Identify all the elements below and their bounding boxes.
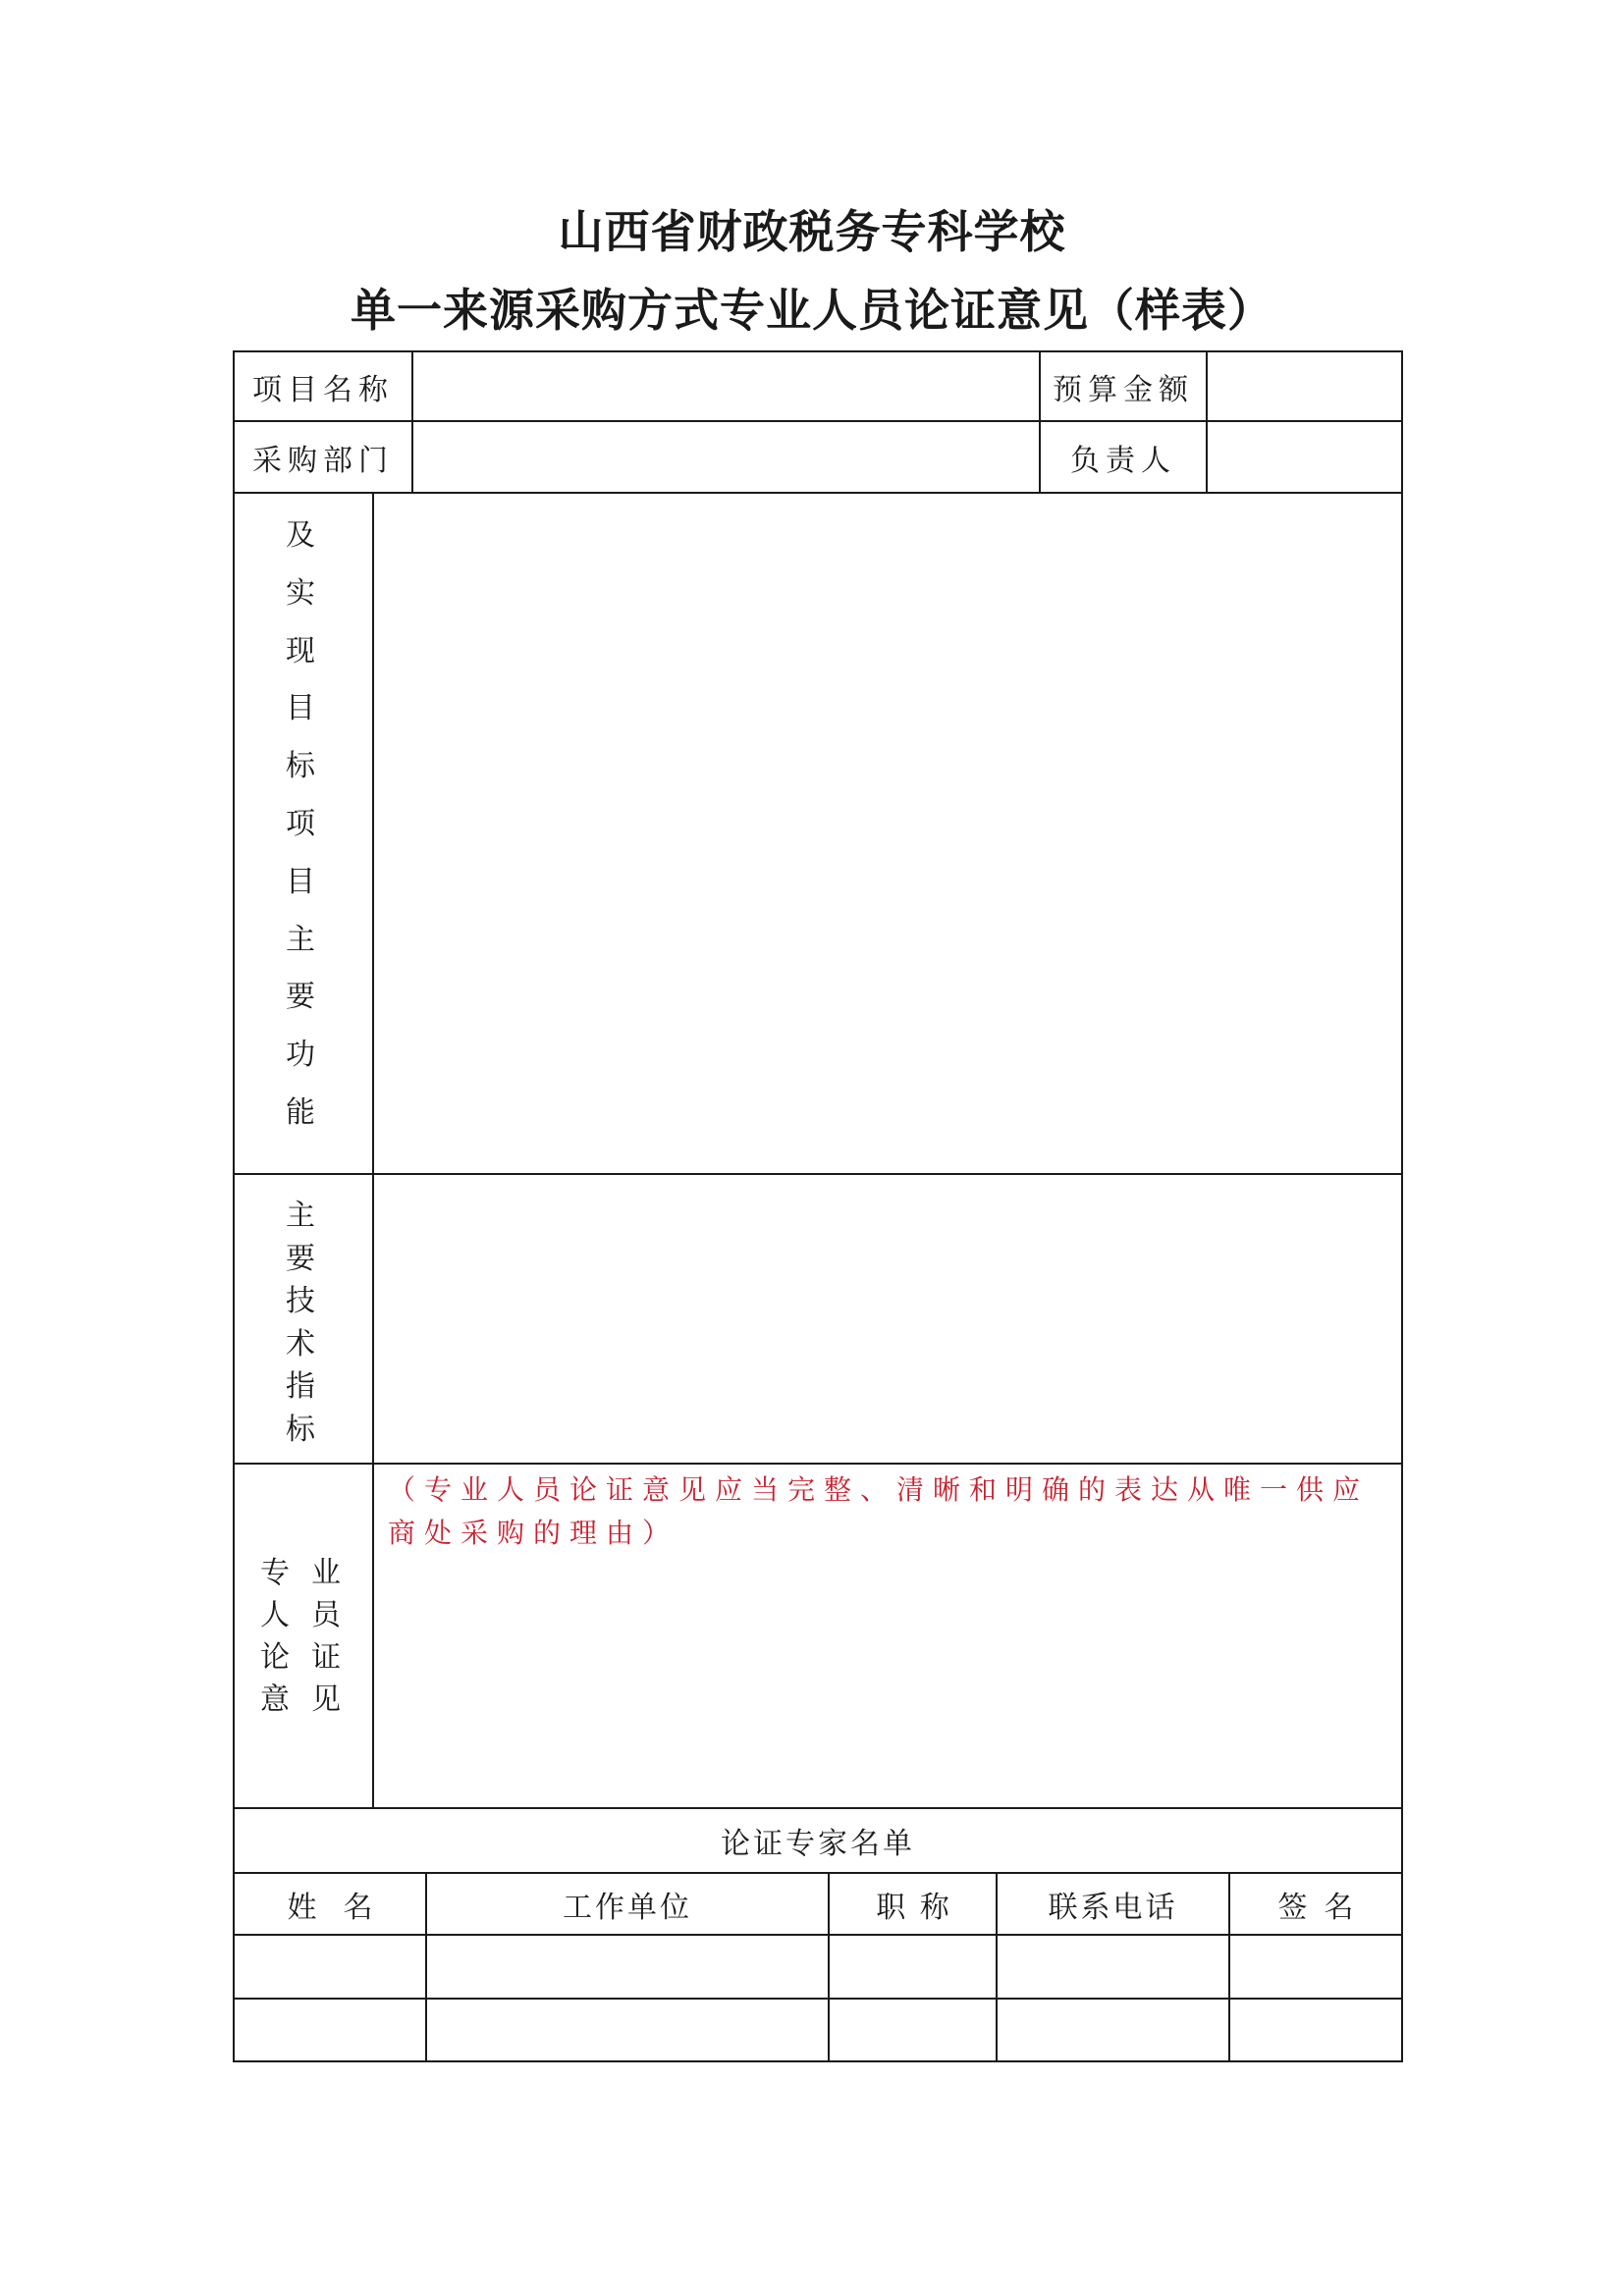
col-name-header — [235, 1874, 427, 1934]
row-project — [233, 350, 1403, 420]
expert-title-field[interactable] — [830, 2000, 998, 2060]
argument-form — [233, 350, 1403, 2062]
opinion-label-char: 意 — [260, 1682, 296, 1717]
functions-label-char: 及 — [286, 518, 321, 553]
expert-sign-field[interactable] — [1230, 1936, 1401, 1998]
opinion-label-char: 员 — [311, 1597, 347, 1632]
functions-label-char: 现 — [286, 633, 321, 668]
expert-name-field[interactable] — [235, 2000, 427, 2060]
tech-label-char: 技 — [286, 1284, 321, 1318]
expert-unit-field[interactable] — [427, 1936, 830, 1998]
tech-field[interactable] — [374, 1175, 1401, 1463]
functions-label-char: 目 — [286, 691, 321, 726]
row-department — [233, 420, 1403, 492]
project-name-label: 项目名称 — [235, 352, 413, 420]
functions-label-char: 项 — [286, 806, 321, 841]
row-opinion — [233, 1463, 1403, 1807]
project-name-field[interactable] — [413, 352, 1041, 420]
opinion-note: （专业人员论证意见应当完整、清晰和明确的表达从唯一供应商处采购的理由） — [388, 1473, 1370, 1549]
functions-label-char: 要 — [286, 980, 321, 1015]
functions-label-char: 功 — [286, 1038, 321, 1073]
col-sign-char: 名 — [1324, 1890, 1354, 1925]
department-label: 采购部门 — [235, 422, 413, 492]
tech-label-char: 标 — [286, 1412, 321, 1447]
expert-phone-field[interactable] — [998, 2000, 1230, 2060]
opinion-label-char: 业 — [311, 1555, 347, 1590]
functions-label-char: 标 — [286, 749, 321, 784]
col-unit-header: 工作单位 — [427, 1874, 830, 1934]
document-title: 山西省财政税务专科学校 — [558, 205, 1066, 258]
functions-label — [235, 494, 374, 1173]
tech-label-char: 要 — [286, 1241, 321, 1276]
expert-phone-field[interactable] — [998, 1936, 1230, 1998]
opinion-label-char: 论 — [260, 1639, 296, 1675]
tech-label — [235, 1175, 374, 1463]
experts-title: 论证专家名单 — [721, 1827, 915, 1861]
expert-row — [233, 1998, 1403, 2062]
opinion-label-char: 专 — [260, 1555, 296, 1590]
col-title-char: 称 — [919, 1890, 949, 1925]
opinion-label-char: 证 — [311, 1639, 347, 1675]
functions-label-char: 主 — [286, 922, 321, 957]
row-functions — [233, 492, 1403, 1173]
functions-label-char: 目 — [286, 864, 321, 899]
col-title-char: 职 — [876, 1890, 906, 1925]
tech-label-char: 指 — [286, 1369, 321, 1404]
col-sign-header — [1230, 1874, 1401, 1934]
opinion-label — [235, 1465, 374, 1807]
tech-label-char: 术 — [286, 1326, 321, 1362]
expert-row — [233, 1934, 1403, 1998]
document-subtitle: 单一来源采购方式专业人员论证意见（样表） — [351, 284, 1273, 337]
opinion-label-grid — [260, 1552, 347, 1721]
col-name-char: 姓 — [287, 1890, 317, 1925]
owner-label: 负责人 — [1041, 422, 1208, 492]
department-field[interactable] — [413, 422, 1041, 492]
opinion-field[interactable] — [374, 1465, 1401, 1807]
functions-label-char: 实 — [286, 575, 321, 611]
expert-name-field[interactable] — [235, 1936, 427, 1998]
experts-header-row — [233, 1872, 1403, 1934]
functions-label-char: 能 — [286, 1095, 321, 1130]
col-sign-char: 签 — [1277, 1890, 1308, 1925]
tech-label-char: 主 — [286, 1199, 321, 1233]
expert-unit-field[interactable] — [427, 2000, 830, 2060]
owner-field[interactable] — [1208, 422, 1401, 492]
row-tech — [233, 1173, 1403, 1463]
budget-field[interactable] — [1208, 352, 1401, 420]
col-name-char: 名 — [343, 1890, 373, 1925]
expert-sign-field[interactable] — [1230, 2000, 1401, 2060]
opinion-label-char: 人 — [260, 1597, 296, 1632]
col-title-header — [830, 1874, 998, 1934]
opinion-label-char: 见 — [311, 1682, 347, 1717]
budget-label: 预算金额 — [1041, 352, 1208, 420]
col-phone-header: 联系电话 — [998, 1874, 1230, 1934]
expert-title-field[interactable] — [830, 1936, 998, 1998]
functions-field[interactable] — [374, 494, 1401, 1173]
row-experts-title — [233, 1807, 1403, 1872]
